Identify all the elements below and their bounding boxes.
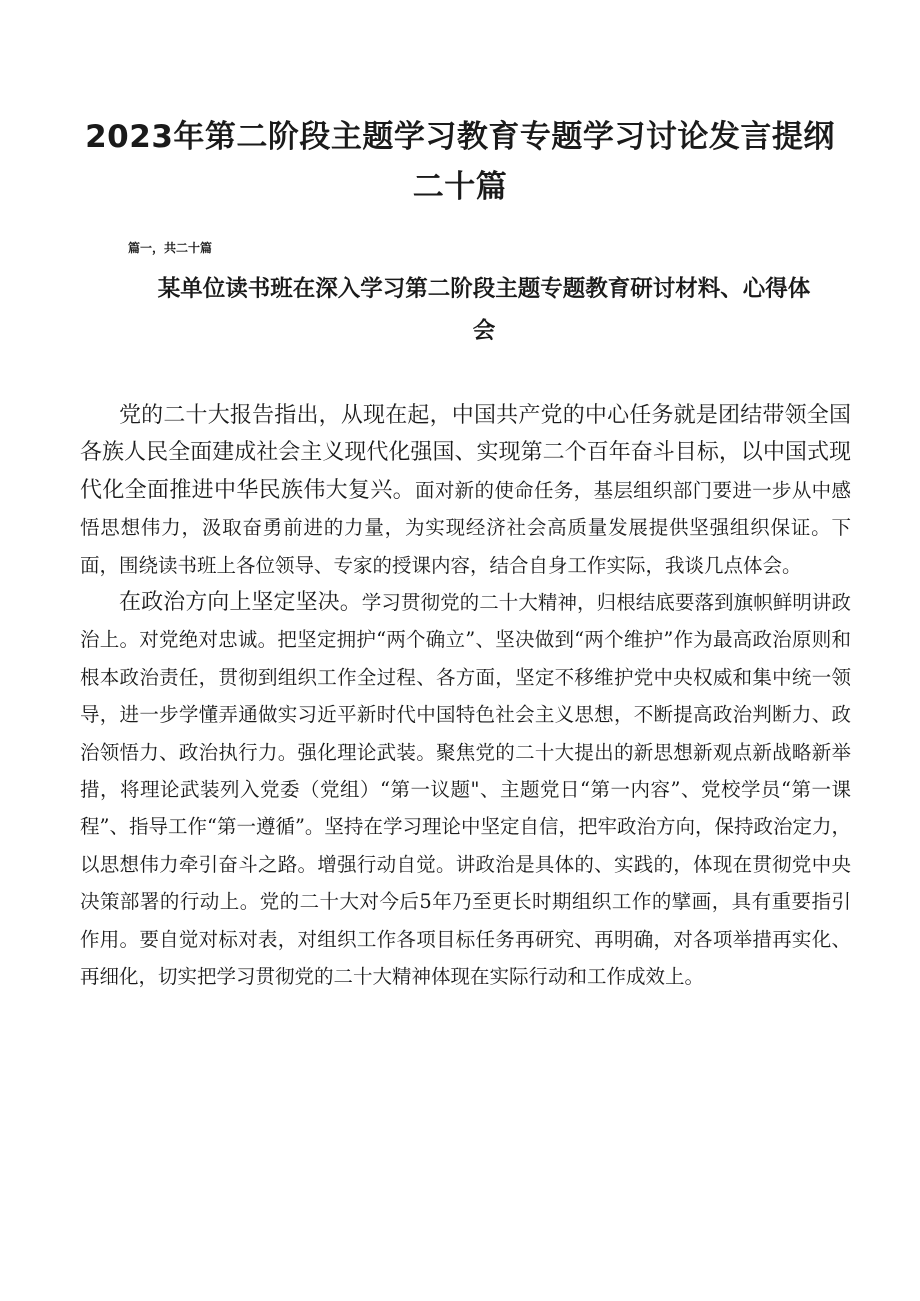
paragraph-intro — [80, 397, 851, 584]
paragraph-text: 学习贯彻党的二十大精神，归根结底要落到旗帜鲜明讲政治上。对党绝对忠诚。把坚定拥护“两个确立”、坚决做到“两个维护”作为最高政治原则和根本政治责任，贯彻到组织工作全过程、各方面，坚定不移维护党中央权威和集中统一领导，进一步学懂弄通做实习近平新时代中国特色社会主义思想，不断提高政治判断力、政治领悟力、政治执行力。强化理论武装。聚焦党的二十大提出的新思想新观点新战略新举措，将理论武装列入党委（党组）“第一议题"、主题党日“第一内容”、党校学员“第一课程”、指导工作“第一遵循”。坚持在学习理论中坚定自信，把牢政治方向，保持政治定力，以思想伟力牵引奋斗之路。增强行动自觉。讲政治是具体的、实践的，体现在贯彻党中央决策部署的行动上。党的二十大对今后5年乃至更长时期组织工作的擘画，具有重要指引作用。要自觉对标对表，对组织工作各项目标任务再研究、再明确，对各项举措再实化、再细化，切实把学习贯彻党的二十大精神体现在实际行动和工作成效上。 — [80, 591, 851, 989]
paragraph-text: 面对新的使命任务，基层组织部门要进一步从中感悟思想伟力，汲取奋勇前进的力量，为实现经济社会高质量发展提供坚强组织保证。下面，围绕读书班上各位领导、专家的授课内容，结合自身工作实际，我谈几点体会。 — [80, 478, 851, 577]
article-subtitle — [120, 268, 848, 352]
paragraph-lead: 在政治方向上坚定坚决。 — [119, 590, 362, 616]
title-line-2: 二十篇 — [412, 169, 508, 205]
article-body — [80, 397, 851, 996]
subtitle-line-2: 会 — [472, 318, 496, 344]
title-line-1: 2023年第二阶段主题学习教育专题学习讨论发言提纲 — [85, 119, 835, 155]
subtitle-line-1: 某单位读书班在深入学习第二阶段主题专题教育研讨材料、心得体 — [157, 276, 811, 302]
section-label: 篇一，共二十篇 — [128, 241, 213, 255]
paragraph-political-direction — [80, 584, 851, 995]
paragraph-lead: 党的二十大报告指出，从现在起，中国共产党的中心任务就是团结带领全国各族人民全面建成社会主义现代化强国、实现第二个百年奋斗目标，以中国式现代化全面推进中华民族伟大复兴。 — [80, 403, 851, 503]
document-title — [40, 112, 880, 212]
